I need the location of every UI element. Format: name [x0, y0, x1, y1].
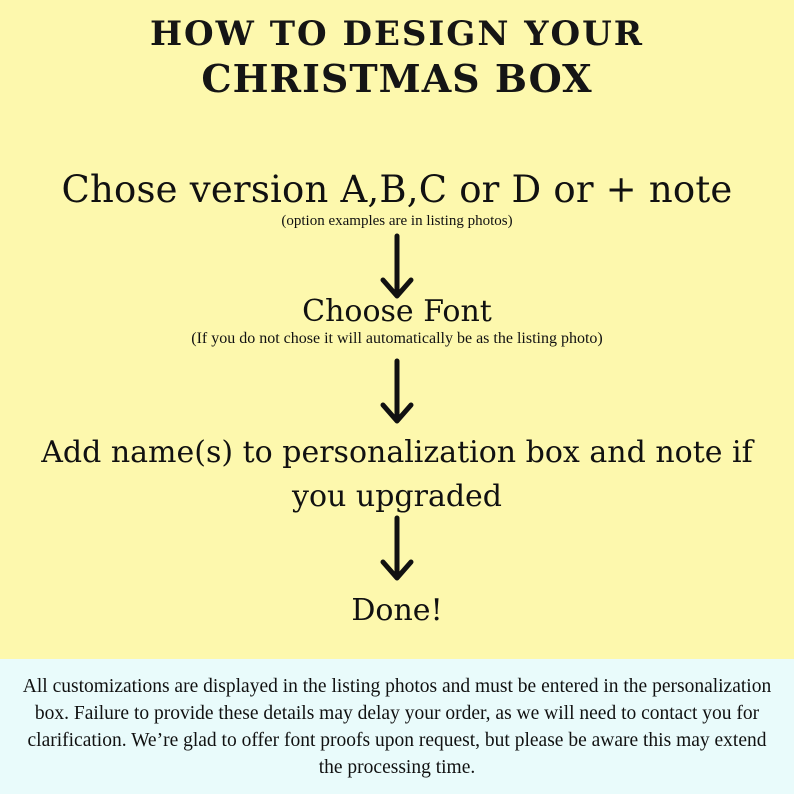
step-3-label: Add name(s) to personalization box and note if you upgraded	[41, 435, 753, 514]
arrow-down-icon	[377, 233, 417, 303]
page-title-line-1: HOW TO DESIGN YOUR	[149, 14, 645, 54]
step-4-label: Done!	[351, 593, 443, 628]
arrow-down-icon	[377, 358, 417, 428]
page-title-line-2: CHRISTMAS BOX	[201, 56, 593, 101]
arrow-down-icon	[377, 515, 417, 585]
step-2-note: (If you do not chose it will automatically be as the listing photo)	[191, 330, 603, 347]
step-1-note: (option examples are in listing photos)	[281, 213, 513, 229]
disclaimer-text: All customizations are displayed in the listing photos and must be entered in the personalization box. Failure to provide these details may delay your order, as we will need to contact you for clarification. We’re glad to offer font proofs upon request, but please be aware this may extend the processing time.	[22, 676, 772, 778]
step-2-label: Choose Font	[302, 294, 492, 329]
disclaimer-panel	[0, 659, 794, 794]
step-1-label: Chose version A,B,C or D or + note	[61, 168, 733, 211]
